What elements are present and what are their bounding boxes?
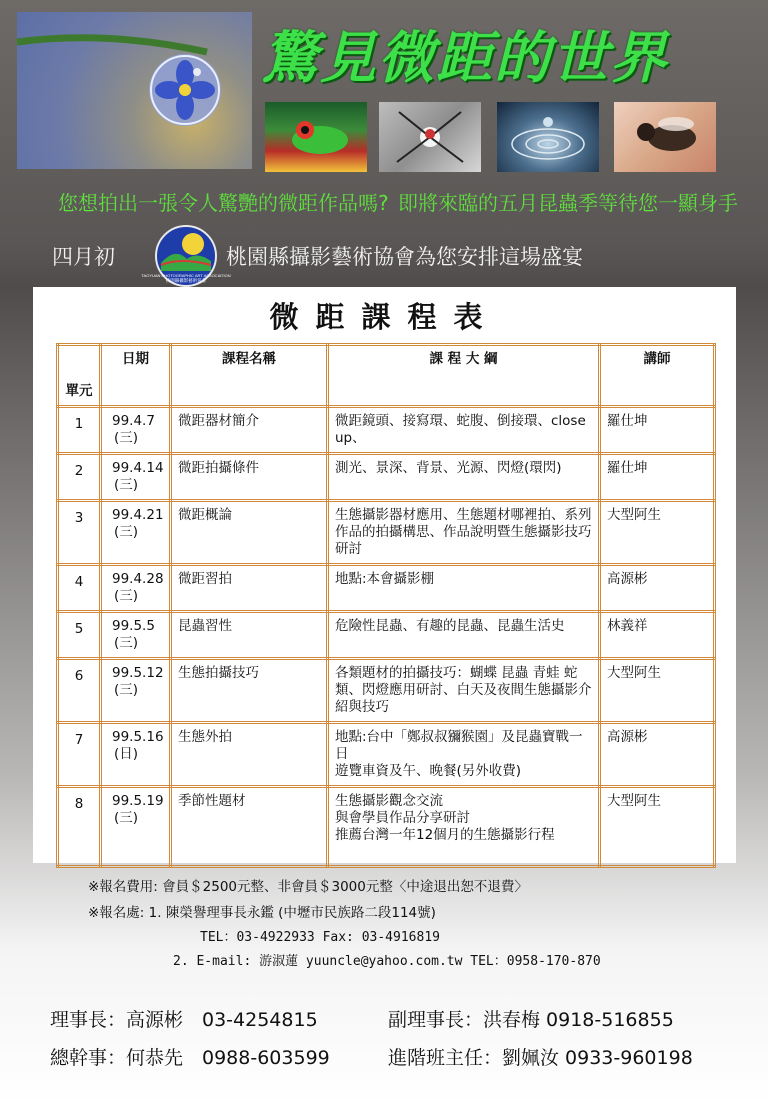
- row-name: 微距器材簡介: [171, 407, 328, 454]
- row-unit: 3: [58, 501, 101, 565]
- header-outline: 課 程 大 綱: [328, 345, 600, 407]
- bee-photo: [614, 102, 716, 172]
- header-name: 課程名稱: [171, 345, 328, 407]
- officer-advanced-head: 進階班主任：劉姵汝 0933-960198: [388, 1047, 693, 1069]
- row-unit: 5: [58, 612, 101, 659]
- officer-secretary: 總幹事：何恭先 0988-603599: [50, 1047, 330, 1069]
- table-row: [58, 501, 715, 565]
- header-unit: 單元: [58, 345, 101, 407]
- row-name: 微距習拍: [171, 565, 328, 612]
- row-outline: 地點:台中「鄭叔叔獼猴園」及昆蟲寶戰一日 遊覽車資及午、晚餐(另外收費): [328, 723, 600, 787]
- registration-place-1-contact: TEL：03-4922933 Fax: 03-4916819: [200, 930, 440, 945]
- row-date: 99.4.28 (三): [101, 565, 171, 612]
- row-outline: 生態攝影觀念交流 與會學員作品分享研討 推薦台灣一年12個月的生態攝影行程: [328, 787, 600, 867]
- row-teacher: 大型阿生: [600, 787, 715, 867]
- row-unit: 6: [58, 659, 101, 723]
- row-outline: 微距鏡頭、接寫環、蛇腹、倒接環、close up、: [328, 407, 600, 454]
- poster-title: 驚見微距的世界: [262, 25, 668, 91]
- association-line: 桃園縣攝影藝術協會為您安排這場盛宴: [226, 245, 583, 269]
- row-teacher: 林義祥: [600, 612, 715, 659]
- row-date: 99.5.12 (三): [101, 659, 171, 723]
- row-teacher: 高源彬: [600, 723, 715, 787]
- registration-fee: ※報名費用: 會員＄2500元整、非會員＄3000元整〈中途退出恕不退費〉: [88, 879, 528, 895]
- schedule-table: [56, 343, 716, 868]
- april-label: 四月初: [52, 245, 115, 269]
- officer-vice-chair: 副理事長：洪春梅 0918-516855: [388, 1009, 674, 1031]
- row-teacher: 高源彬: [600, 565, 715, 612]
- table-row: [58, 407, 715, 454]
- row-date: 99.5.5 (三): [101, 612, 171, 659]
- water-ripple-photo: [497, 102, 599, 172]
- row-outline: 地點:本會攝影棚: [328, 565, 600, 612]
- row-name: 微距概論: [171, 501, 328, 565]
- officer-chair: 理事長：高源彬 03-4254815: [50, 1009, 318, 1031]
- row-outline: 危險性昆蟲、有趣的昆蟲、昆蟲生活史: [328, 612, 600, 659]
- row-date: 99.5.19 (三): [101, 787, 171, 867]
- question-right: 即將來臨的五月昆蟲季等待您一顯身手: [398, 191, 738, 215]
- table-row: [58, 454, 715, 501]
- row-name: 昆蟲習性: [171, 612, 328, 659]
- table-row: [58, 787, 715, 867]
- registration-place-2: 2. E-mail: 游淑蓮 yuuncle@yahoo.com.tw TEL：0958-170-870: [173, 954, 601, 969]
- header-date: 日期: [101, 345, 171, 407]
- row-teacher: 羅仕坤: [600, 454, 715, 501]
- row-teacher: 大型阿生: [600, 659, 715, 723]
- row-name: 生態拍攝技巧: [171, 659, 328, 723]
- row-unit: 4: [58, 565, 101, 612]
- logo-text-zh: 桃園縣攝影藝術協會: [165, 278, 207, 283]
- schedule-title: 微距課程表: [269, 300, 500, 334]
- table-row: [58, 565, 715, 612]
- row-outline: 測光、景深、背景、光源、閃燈(環閃): [328, 454, 600, 501]
- header-teacher: 講師: [600, 345, 715, 407]
- row-unit: 1: [58, 407, 101, 454]
- row-name: 季節性題材: [171, 787, 328, 867]
- logo-text-en: TAOYUAN PHOTOGRAPHIC ART ASSOCIATION: [141, 273, 231, 278]
- table-row: [58, 612, 715, 659]
- association-logo: [141, 225, 231, 287]
- row-teacher: 大型阿生: [600, 501, 715, 565]
- row-teacher: 羅仕坤: [600, 407, 715, 454]
- row-unit: 7: [58, 723, 101, 787]
- row-unit: 8: [58, 787, 101, 867]
- spider-photo: [379, 102, 481, 172]
- table-row: [58, 723, 715, 787]
- row-date: 99.4.14 (三): [101, 454, 171, 501]
- row-date: 99.4.21 (三): [101, 501, 171, 565]
- tree-frog-photo: [265, 102, 367, 172]
- schedule-panel: [33, 287, 736, 863]
- dewdrop-flower-photo: [17, 12, 252, 169]
- question-left: 您想拍出一張令人驚艷的微距作品嗎?: [58, 191, 389, 215]
- row-date: 99.4.7 (三): [101, 407, 171, 454]
- row-unit: 2: [58, 454, 101, 501]
- row-name: 生態外拍: [171, 723, 328, 787]
- registration-place-1: ※報名處: 1. 陳榮譽理事長永鑑 (中壢市民族路二段114號): [88, 905, 436, 921]
- table-row: [58, 659, 715, 723]
- row-outline: 生態攝影器材應用、生態題材哪裡拍、系列作品的拍攝構思、作品說明暨生態攝影技巧研討: [328, 501, 600, 565]
- table-header-row: [58, 345, 715, 407]
- row-name: 微距拍攝條件: [171, 454, 328, 501]
- row-date: 99.5.16 (日): [101, 723, 171, 787]
- row-outline: 各類題材的拍攝技巧：蝴蝶 昆蟲 青蛙 蛇類、閃燈應用研討、白天及夜間生態攝影介紹與技巧: [328, 659, 600, 723]
